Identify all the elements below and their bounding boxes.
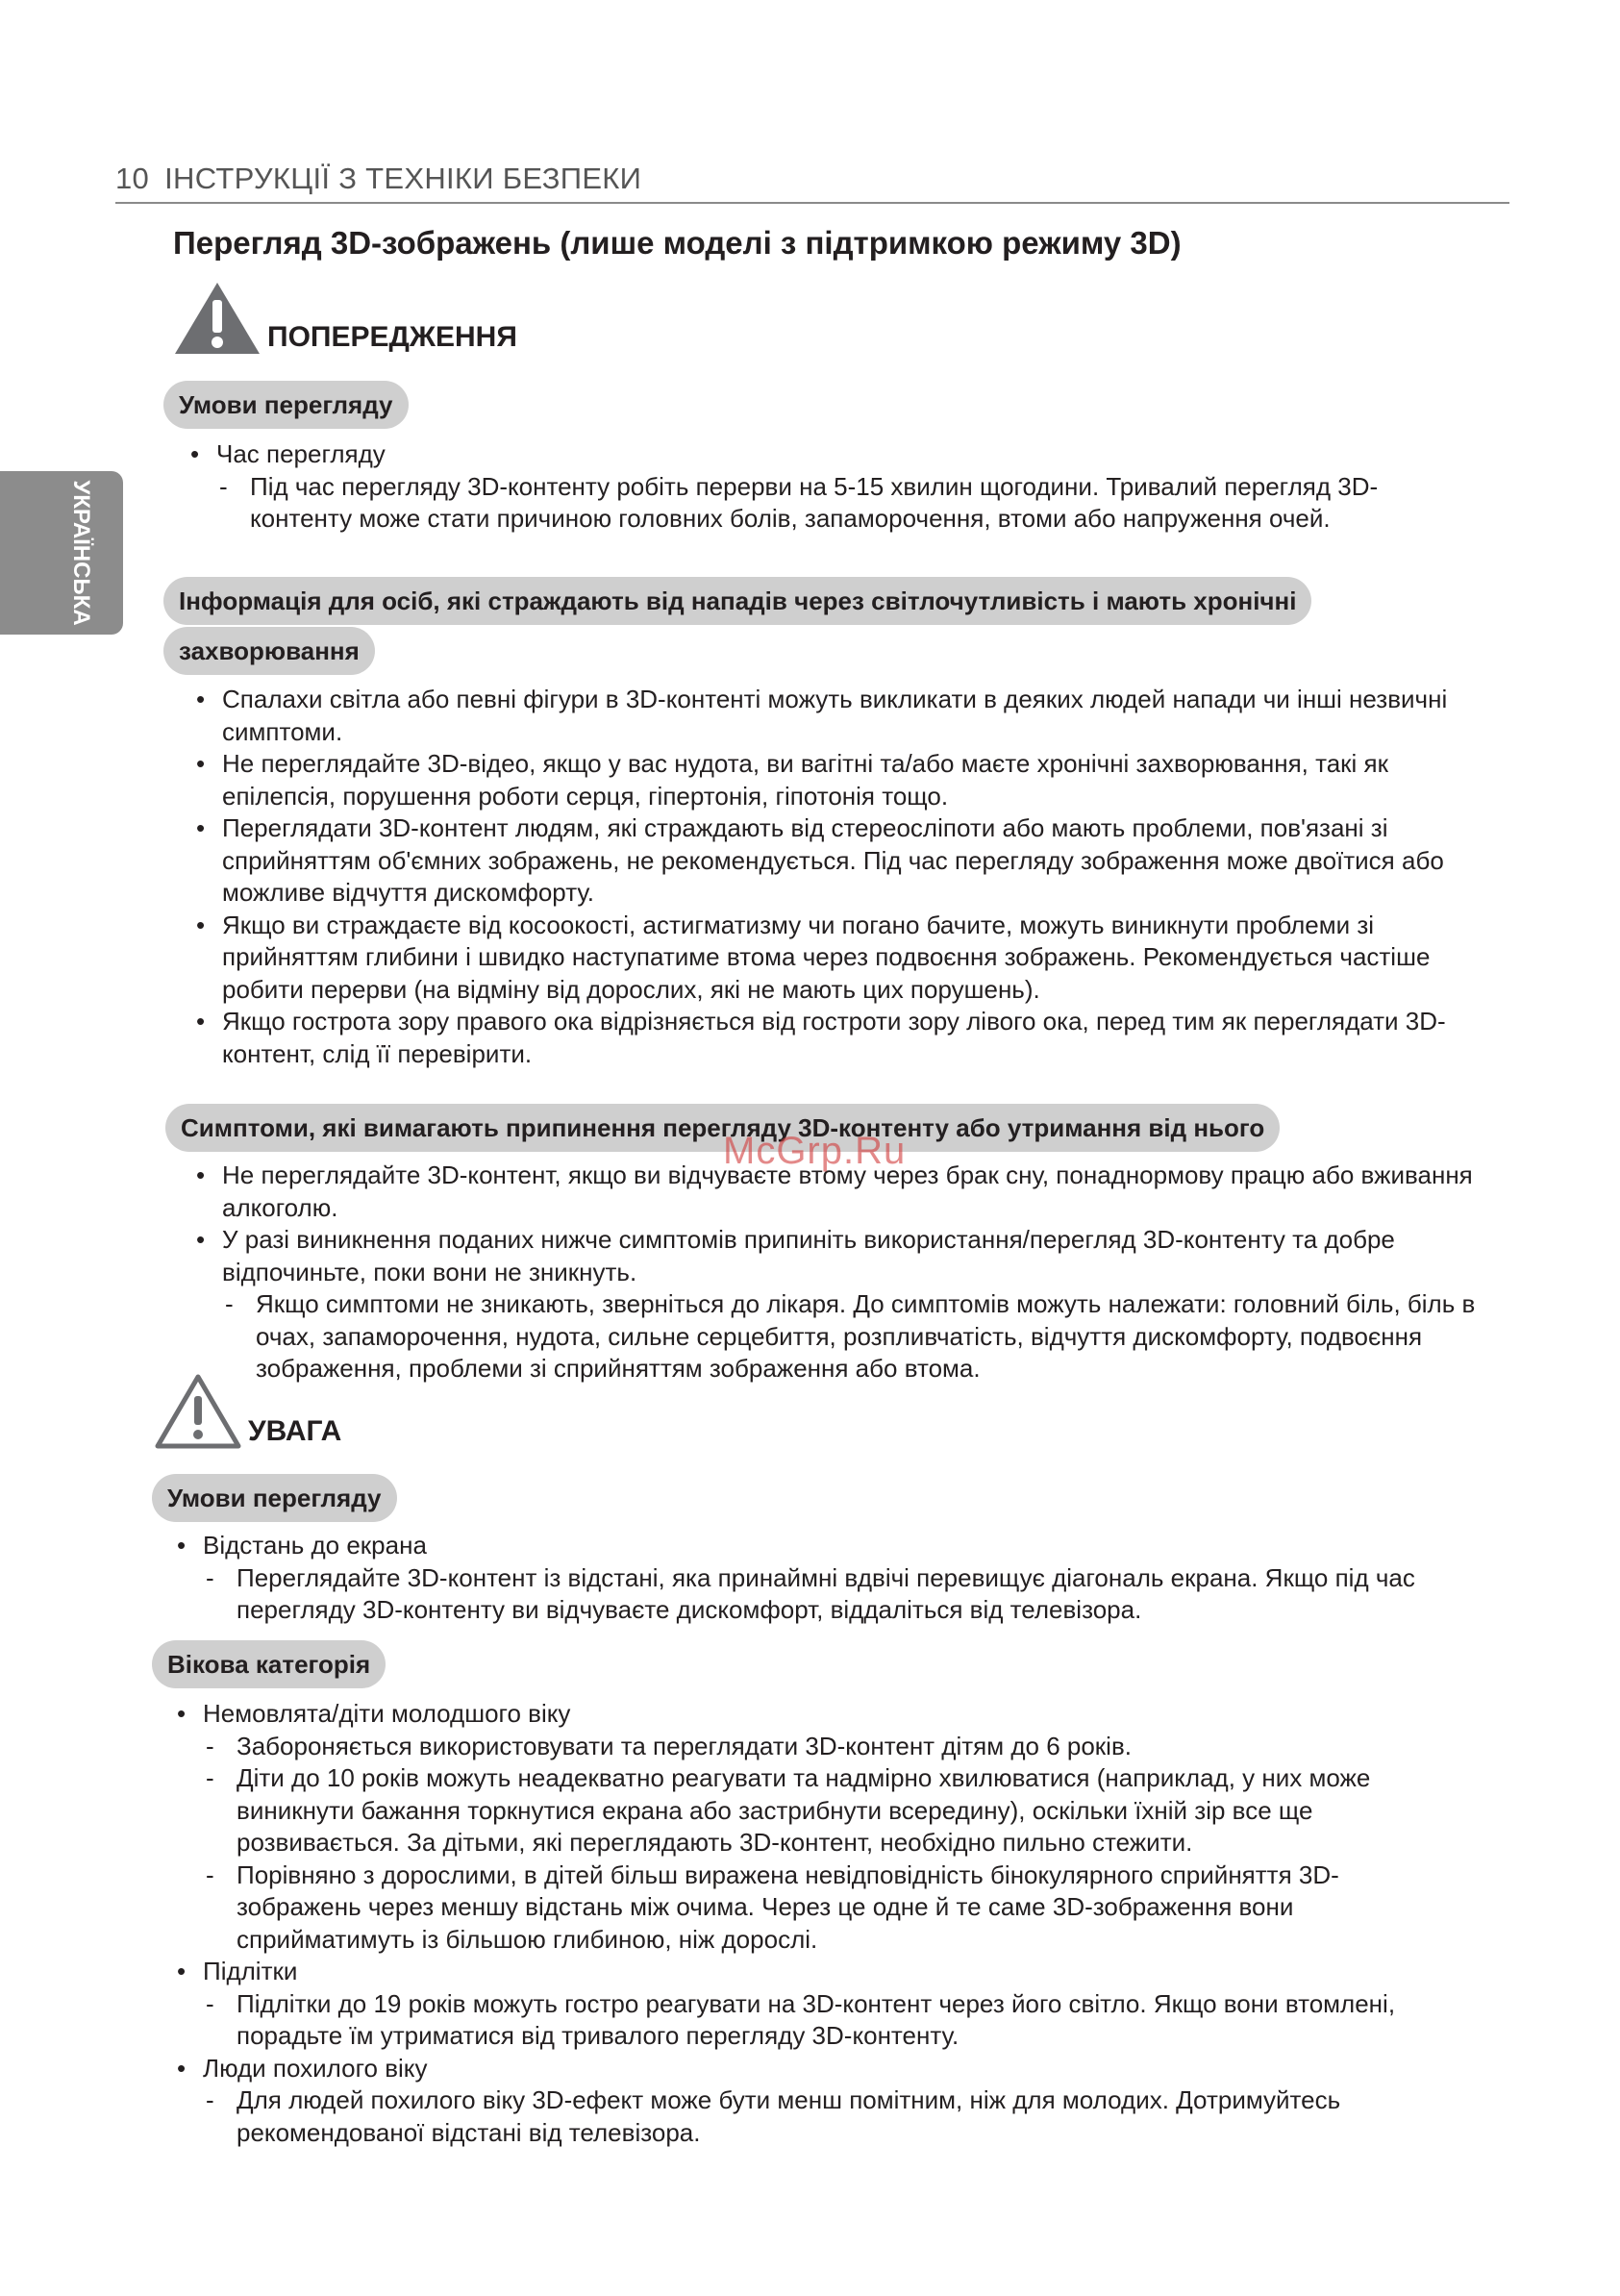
page-title: Перегляд 3D-зображень (лише моделі з підтримкою режиму 3D)	[173, 225, 1182, 261]
list-item: • Не переглядайте 3D-відео, якщо у вас нудота, ви вагітні та/або маєте хронічні захворювання, такі як епілепсія, порушення роботи серця, гіпертонія, гіпотонія тощо.	[188, 748, 1477, 812]
list-item: • Якщо гострота зору правого ока відрізняється від гостроти зору лівого ока, перед тим як переглядати 3D-контент, слід її перевірити.	[188, 1006, 1477, 1070]
caution-header	[154, 1373, 341, 1450]
warning-header	[173, 281, 517, 356]
page-header	[115, 162, 1509, 204]
section-viewing-distance	[169, 1530, 1438, 1627]
section-symptoms-list	[188, 1160, 1477, 1385]
list-item: • Не переглядайте 3D-контент, якщо ви відчуваєте втому через брак сну, понаднормову працю або вживання алкоголю.	[188, 1160, 1477, 1224]
sub-list-item: - Діти до 10 років можуть неадекватно реагувати та надмірно хвилюватися (наприклад, у них може виникнути бажання торкнутися екрана або застрибнути всередину), оскільки їхній зір все ще розвивається. За дітьми, які переглядають 3D-контент, необхідно пильно стежити.	[169, 1762, 1438, 1859]
sub-list-item: - Якщо симптоми не зникають, зверніться до лікаря. До симптомів можуть належати: головний біль, біль в очах, запаморочення, нудота, сильне серцебиття, розпливчатість, відчуття дискомфорту, подвоєння зображення, проблеми зі сприйняттям зображення або втома.	[188, 1288, 1477, 1385]
sub-list-item: - Порівняно з дорослими, в дітей більш виражена невідповідність бінокулярного сприйняття 3D-зображень через меншу відстань між очима. Через це одне й те саме 3D-зображення вони сприйматимуть із більшою глибиною, ніж дорослі.	[169, 1859, 1438, 1957]
section-heading-viewing-conditions: Умови перегляду	[163, 381, 409, 429]
sub-list-item: - Підлітки до 19 років можуть гостро реагувати на 3D-контент через його світло. Якщо вони втомлені, порадьте їм утриматися від тривалого перегляду 3D-контенту.	[169, 1988, 1438, 2053]
warning-filled-icon	[173, 281, 262, 356]
section-heading-photosensitive-line1: Інформація для осіб, які страждають від нападів через світлочутливість і мають хронічні	[163, 577, 1311, 625]
language-tab-label: УКРАЇНСЬКА	[68, 480, 94, 626]
list-item: • Підлітки	[169, 1956, 1438, 1988]
section-title: ІНСТРУКЦІЇ З ТЕХНІКИ БЕЗПЕКИ	[164, 162, 642, 195]
caution-label: УВАГА	[248, 1415, 342, 1447]
list-item: • У разі виникнення поданих нижче симптомів припиніть використання/перегляд 3D-контенту та добре відпочиньте, поки вони не зникнуть.	[188, 1224, 1477, 1288]
section-photosensitive-list	[188, 684, 1477, 1070]
caution-outline-icon	[154, 1373, 242, 1450]
sub-list-item: - Забороняється використовувати та переглядати 3D-контент дітям до 6 років.	[169, 1731, 1438, 1763]
section-heading-symptoms: Симптоми, які вимагають припинення перегляду 3D-контенту або утримання від нього	[165, 1104, 1280, 1152]
sub-list-item: - Під час перегляду 3D-контенту робіть перерви на 5-15 хвилин щогодини. Тривалий перегляд 3D-контенту може стати причиною головних болів, запаморочення, втоми або напруження очей.	[183, 471, 1423, 536]
sub-list-item: - Переглядайте 3D-контент із відстані, яка принаймні вдвічі перевищує діагональ екрана. Якщо під час перегляду 3D-контенту ви відчуваєте дискомфорт, віддаліться від телевізора.	[169, 1562, 1438, 1627]
language-tab	[0, 471, 123, 635]
sub-list-item: - Для людей похилого віку 3D-ефект може бути менш помітним, ніж для молодих. Дотримуйтесь рекомендованої відстані від телевізора.	[169, 2084, 1438, 2149]
section-viewing-time	[183, 438, 1423, 536]
section-heading-age-category: Вікова категорія	[152, 1640, 386, 1688]
list-item: • Час перегляду	[183, 438, 1423, 471]
section-heading-photosensitive-line2: захворювання	[163, 627, 375, 675]
list-item: • Переглядати 3D-контент людям, які страждають від стереосліпоти або мають проблеми, пов'язані зі сприйняттям об'ємних зображень, не рекомендується. Під час перегляду зображення може двоїтися або можливе відчуття дискомфорту.	[188, 812, 1477, 910]
section-age-list	[169, 1698, 1438, 2149]
page-number: 10	[115, 162, 150, 195]
section-heading-viewing-conditions-2: Умови перегляду	[152, 1474, 397, 1522]
list-item: • Люди похилого віку	[169, 2053, 1438, 2085]
list-item: • Відстань до екрана	[169, 1530, 1438, 1562]
list-item: • Якщо ви страждаєте від косоокості, астигматизму чи погано бачите, можуть виникнути проблеми зі прийняттям глибини і швидко наступатиме втома через подвоєння зображень. Рекомендується частіше робити перерви (на відміну від дорослих, які не мають цих порушень).	[188, 910, 1477, 1007]
warning-label: ПОПЕРЕДЖЕННЯ	[267, 321, 517, 353]
list-item: • Спалахи світла або певні фігури в 3D-контенті можуть викликати в деяких людей напади чи інші незвичні симптоми.	[188, 684, 1477, 748]
list-item: • Немовлята/діти молодшого віку	[169, 1698, 1438, 1731]
watermark: McGrp.Ru	[723, 1130, 907, 1172]
